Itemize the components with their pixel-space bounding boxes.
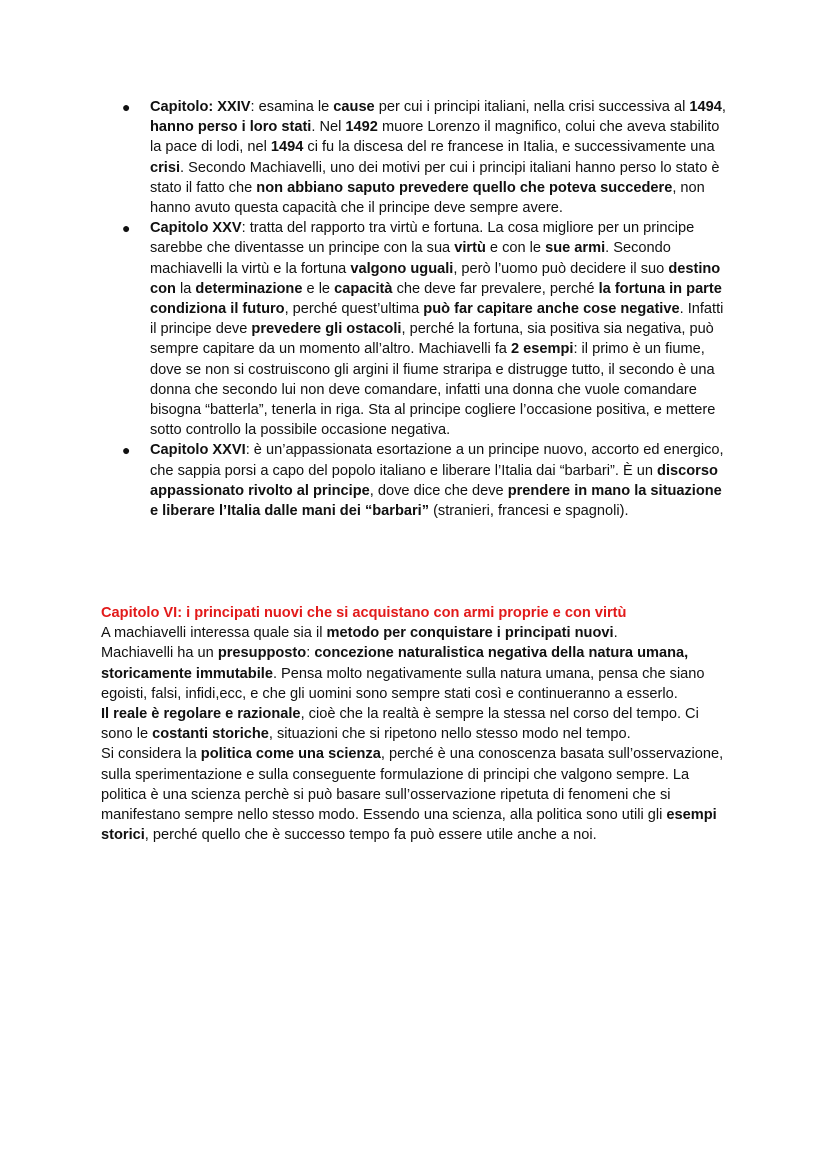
chapter-text xyxy=(150,442,724,519)
bold-text: Capitolo: XXIV xyxy=(150,99,251,115)
bold-text: valgono uguali xyxy=(350,260,454,277)
bold-text: 1494 xyxy=(689,99,722,115)
bold-text: prendere in mano la situazione e liberare l’Italia dalle mani dei “barbari” xyxy=(150,482,722,520)
bold-text: metodo per conquistare i principati nuovi xyxy=(326,625,614,642)
text-run: : xyxy=(306,645,315,662)
text-run: . xyxy=(613,625,618,642)
text-run: , non hanno avuto questa capacità che il principe deve sempre avere. xyxy=(150,179,705,217)
bold-text: 2 esempi xyxy=(510,341,574,358)
bold-text: presupposto xyxy=(217,645,307,662)
bold-text: non abbiano saputo prevedere quello che poteva succedere xyxy=(256,179,673,196)
text-run: , dove dice che deve xyxy=(369,482,508,499)
bold-text: può far capitare anche cose negative xyxy=(423,301,680,318)
chapter-list xyxy=(122,97,730,521)
bold-text: discorso appassionato rivolto al principe xyxy=(150,462,718,499)
bold-text: destino con xyxy=(150,260,721,297)
section-paragraph xyxy=(101,704,733,744)
bold-text: hanno perso i loro stati xyxy=(150,119,312,136)
text-run: : tratta del rapporto tra virtù e fortuna. La cosa migliore per un principe sarebbe che diventasse un principe con la sua xyxy=(150,220,695,257)
section-title: Capitolo VI: i principati nuovi che si acquistano con armi proprie e con virtù xyxy=(101,605,627,621)
text-run: , xyxy=(721,99,726,115)
chapter-text xyxy=(150,220,723,438)
bold-text: Il reale è regolare e razionale xyxy=(101,706,301,723)
bold-text: 1494 xyxy=(270,139,304,156)
text-run: Si considera la xyxy=(101,746,201,763)
bold-text: capacità xyxy=(334,280,393,297)
text-run: (stranieri, francesi e spagnoli). xyxy=(429,503,629,520)
chapter-text xyxy=(150,99,726,216)
chapter-item xyxy=(122,218,730,440)
section-paragraph xyxy=(101,623,733,643)
bold-text: la fortuna in parte condiziona il futuro xyxy=(150,280,722,318)
text-run: , situazioni che si ripetono nello stesso modo nel tempo. xyxy=(268,726,631,743)
text-run: . Pensa molto negativamente sulla natura umana, pensa che siano egoisti, falsi, infidi,ecc, e che gli uomini sono sempre stati così e continueranno a esserlo. xyxy=(101,665,705,702)
text-run: e le xyxy=(302,280,335,297)
section-paragraph xyxy=(101,744,733,845)
text-run: : è un’appassionata esortazione a un principe nuovo, accorto ed energico, che sappia porsi a capo del popolo italiano e liberare l’Italia dai “barbari”. È un xyxy=(150,442,724,479)
bold-text: crisi xyxy=(150,159,181,176)
bold-text: Capitolo XXVI xyxy=(150,442,246,459)
text-run: Machiavelli ha un xyxy=(101,645,218,662)
text-run: e con le xyxy=(485,240,546,257)
bold-text: Capitolo XXV xyxy=(150,220,242,237)
bold-text: cause xyxy=(333,99,375,115)
text-run: , perché quello che è successo tempo fa può essere utile anche a noi. xyxy=(144,827,597,844)
text-run: per cui i principi italiani, nella crisi successiva al xyxy=(374,99,690,115)
bold-text: esempi storici xyxy=(101,807,717,844)
bold-text: costanti storiche xyxy=(152,726,269,743)
bullet-icon: ● xyxy=(122,99,131,115)
text-run: A machiavelli interessa quale sia il xyxy=(101,625,327,642)
text-run: la xyxy=(175,280,196,297)
text-run: . Infatti il principe deve xyxy=(150,301,724,338)
text-run: , cioè che la realtà è sempre la stessa nel corso del tempo. Ci sono le xyxy=(101,706,699,743)
text-run: . Secondo Machiavelli, uno dei motivi per cui i principi italiani hanno perso lo stato è stato il fatto che xyxy=(150,159,720,196)
bold-text: 1492 xyxy=(345,119,378,136)
bold-text: sue armi xyxy=(545,240,606,257)
text-run: . Secondo machiavelli la virtù e la fortuna xyxy=(150,240,671,277)
text-run: , perché quest’ultima xyxy=(284,301,424,318)
text-run: : il primo è un fiume, dove se non si costruiscono gli argini il fiume straripa e distrugge tutto, il secondo è una donna che secondo lui non deve comandare, infatti una donna che vuole comandare bisogna “batterla”, tenerla in riga. Sta al principe cogliere l’occasione positiva, e mettere sotto controllo la possibile occasione negativa. xyxy=(150,341,716,439)
chapter-item xyxy=(122,440,730,521)
text-run: ci fu la discesa del re francese in Italia, e successivamente una xyxy=(303,139,715,156)
bold-text: virtù xyxy=(454,240,486,257)
bullet-icon: ● xyxy=(122,442,131,459)
text-run: : esamina le xyxy=(250,99,334,115)
bullet-icon: ● xyxy=(122,220,131,237)
text-run: . Nel xyxy=(311,119,346,136)
text-run: , perché è una conoscenza basata sull’osservazione, sulla sperimentazione e sulla conseguente formulazione di principi che valgono sempre. La politica è una scienza perchè si può basare sull’osservazione ripetuta di fenomeni che si manifestano sempre nello stesso modo. Essendo una scienza, alla politica sono utili gli xyxy=(101,746,724,824)
text-run: , perché la fortuna, sia positiva sia negativa, può sempre capitare da un momento all’altro. Machiavelli fa xyxy=(150,321,714,358)
bold-text: prevedere gli ostacoli xyxy=(251,321,402,338)
text-run: , però l’uomo può decidere il suo xyxy=(453,260,669,277)
chapter-item xyxy=(122,97,730,218)
section-paragraph xyxy=(101,643,733,704)
text-run: muore Lorenzo il magnifico, colui che aveva stabilito la pace di lodi, nel xyxy=(150,119,720,156)
bold-text: determinazione xyxy=(195,280,303,297)
bold-text: concezione naturalistica negativa della natura umana, storicamente immutabile xyxy=(101,645,689,682)
text-run: che deve far prevalere, perché xyxy=(392,280,599,297)
bold-text: politica come una scienza xyxy=(200,746,381,763)
chapter-vi-section xyxy=(101,603,733,845)
